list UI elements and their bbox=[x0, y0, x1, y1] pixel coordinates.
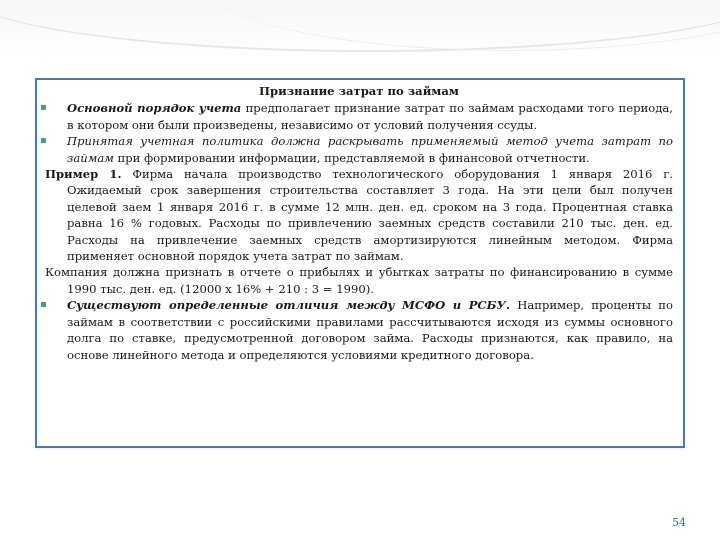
bullet-lead: Существуют определенные отличия между МСФО и РСБУ. bbox=[67, 298, 511, 313]
bullet-item bbox=[45, 133, 673, 166]
bullet-lead: Основной порядок учета bbox=[67, 101, 242, 116]
content-frame bbox=[35, 78, 685, 448]
bullet-text: при формировании информации, представляемой в финансовой отчетности. bbox=[113, 150, 590, 165]
example-label: Пример 1. bbox=[45, 167, 122, 182]
bullet-text: предполагает признание затрат по займам расходами того периода, в котором они были произведены, независимо от условий получения ссуды. bbox=[67, 101, 673, 132]
bullet-text: Например, проценты по займам в соответствии с российскими правилами рассчитываются исходя из суммы основного долга по ставке, предусмотренной договором займа. Расходы признаются, как правило, на основе линейного метода и определяются условиями кредитного договора. bbox=[67, 298, 673, 362]
square-bullet-icon bbox=[41, 138, 46, 143]
conclusion-paragraph: Компания должна признать в отчете о прибылях и убытках затраты по финансированию в сумме 1990 тыс. ден. ед. (12000 х 16% + 210 : 3 = 1990). bbox=[45, 265, 673, 296]
bullet-lead: Принятая учетная политика должна раскрывать применяемый метод учета затрат по займам bbox=[67, 134, 673, 165]
page-number: 54 bbox=[672, 516, 686, 529]
bullet-item bbox=[45, 297, 673, 363]
example-paragraph bbox=[45, 166, 673, 264]
frame-shadow bbox=[35, 448, 685, 451]
slide-title: Признание затрат по займам bbox=[259, 84, 459, 98]
bullet-item bbox=[45, 100, 673, 133]
header-decoration bbox=[0, 0, 720, 62]
square-bullet-icon bbox=[41, 105, 46, 110]
example-text: Фирма начала производство технологического оборудования 1 января 2016 г. Ожидаемый срок завершения строительства составляет 3 года. На эти цели был получен целевой заем 1 января 2016 г. в сумме 12 млн. ден. ед. сроком на 3 года. Процентная ставка равна 16 % годовых. Расходы по привлечению заемных средств составили 210 тыс. ден. ед. Расходы на привлечение заемных средств амортизируются линейным методом. Фирма применяет основной порядок учета затрат по займам. bbox=[67, 167, 674, 264]
square-bullet-icon bbox=[41, 302, 46, 307]
